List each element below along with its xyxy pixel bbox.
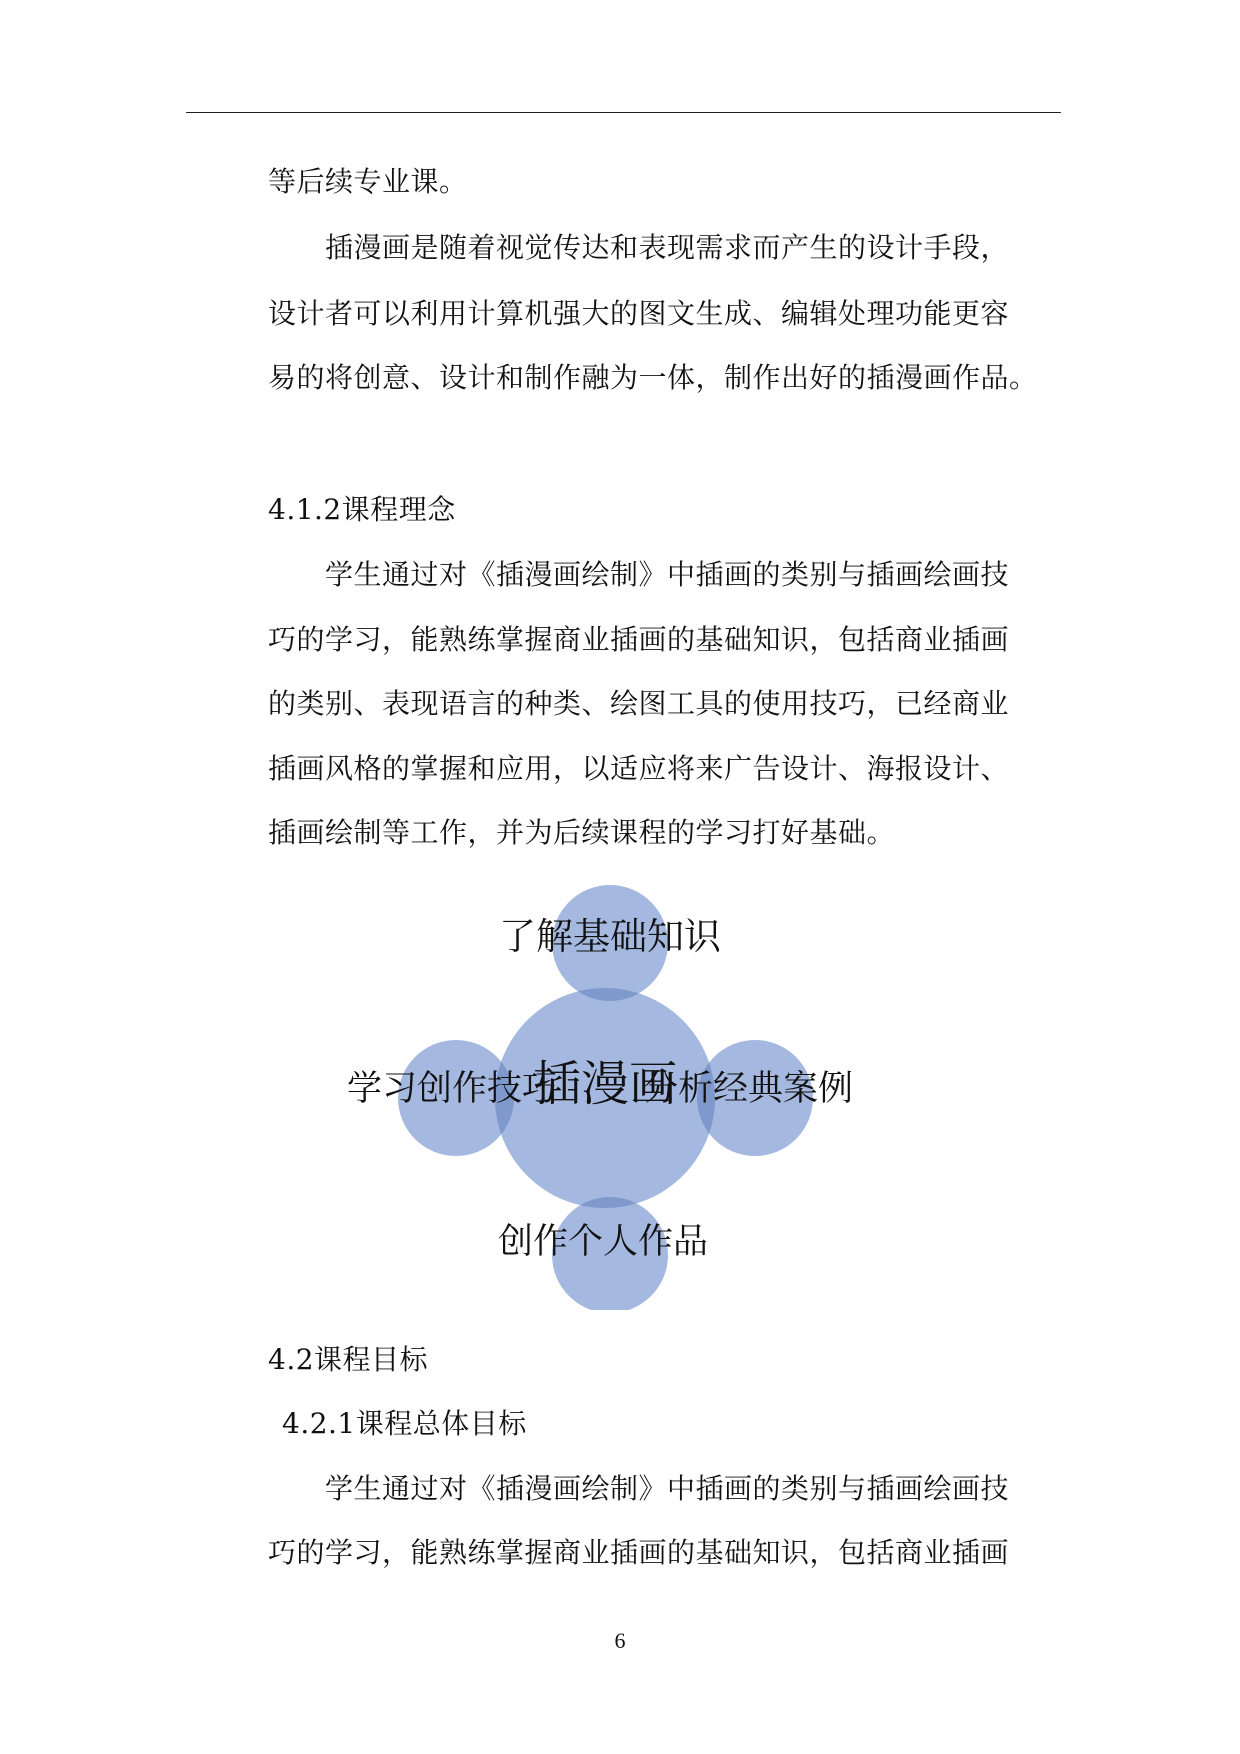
text-line: 插画风格的掌握和应用，以适应将来广告设计、海报设计、 <box>268 752 1010 785</box>
diagram-label-bottom: 创作个人作品 <box>497 1222 709 1262</box>
diagram-label-left: 学习创作技巧 <box>346 1069 558 1109</box>
section-heading: 4.2课程目标 <box>268 1343 429 1376</box>
text-line: 插画绘制等工作，并为后续课程的学习打好基础。 <box>268 816 896 849</box>
diagram-label-right: 分析经典案例 <box>642 1069 854 1109</box>
course-concept-diagram <box>330 870 910 1310</box>
diagram-label-top: 了解基础知识 <box>499 915 721 958</box>
text-line: 巧的学习，能熟练掌握商业插画的基础知识，包括商业插画 <box>268 1536 1010 1569</box>
diagram-label-center: 插漫画 <box>532 1056 678 1112</box>
text-line: 巧的学习，能熟练掌握商业插画的基础知识，包括商业插画 <box>268 623 1010 656</box>
text-line: 等后续专业课。 <box>268 165 468 198</box>
subsection-heading: 4.1.2课程理念 <box>268 493 456 526</box>
subsection-heading: 4.2.1课程总体目标 <box>282 1407 527 1440</box>
header-rule <box>186 112 1061 113</box>
text-line: 学生通过对《插漫画绘制》中插画的类别与插画绘画技 <box>325 1472 1010 1505</box>
text-line: 的类别、表现语言的种类、绘图工具的使用技巧，已经商业 <box>268 687 1010 720</box>
page-number: 6 <box>614 1628 626 1653</box>
text-line: 插漫画是随着视觉传达和表现需求而产生的设计手段， <box>325 231 1010 264</box>
text-line: 易的将创意、设计和制作融为一体，制作出好的插漫画作品。 <box>268 361 1038 394</box>
text-line: 设计者可以利用计算机强大的图文生成、编辑处理功能更容 <box>268 297 1010 330</box>
text-line: 学生通过对《插漫画绘制》中插画的类别与插画绘画技 <box>325 558 1010 591</box>
